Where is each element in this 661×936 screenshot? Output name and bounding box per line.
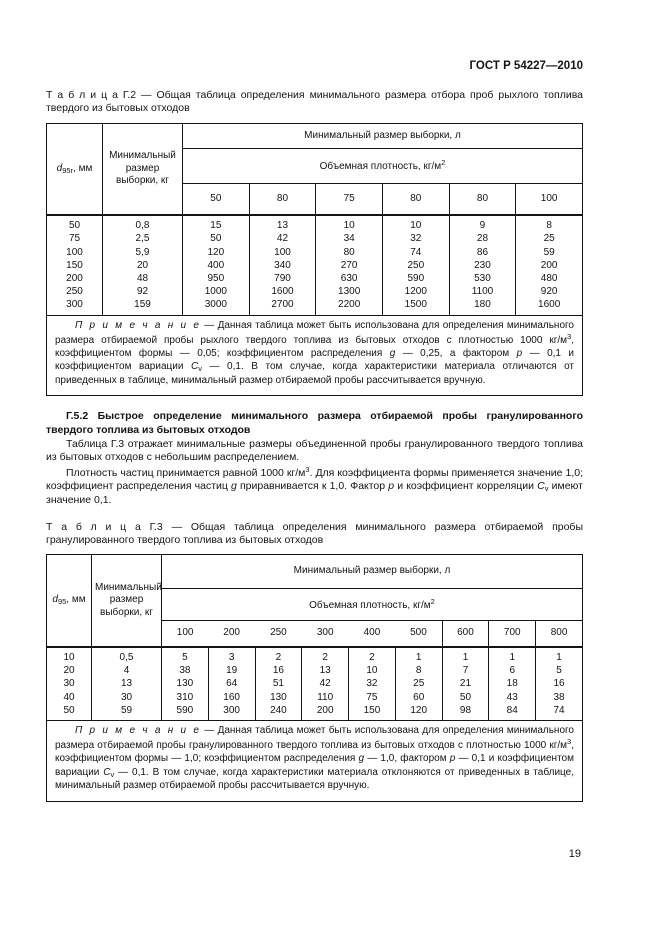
table-cell: 42 xyxy=(249,232,316,245)
table-cell: 10 xyxy=(47,647,92,664)
table-cell: 120 xyxy=(183,246,250,259)
density-value: 80 xyxy=(382,183,449,215)
table-cell: 8 xyxy=(395,664,442,677)
table-cell: 1100 xyxy=(449,285,516,298)
table-cell: 64 xyxy=(208,677,255,690)
table-cell: 3 xyxy=(208,647,255,664)
table-row xyxy=(47,259,583,272)
table-g2 xyxy=(46,123,583,397)
table-cell: 74 xyxy=(536,704,583,721)
table-cell: 92 xyxy=(103,285,183,298)
table-cell: 7 xyxy=(442,664,489,677)
density-value: 50 xyxy=(183,183,250,215)
table-row xyxy=(47,664,583,677)
table-cell: 150 xyxy=(47,259,103,272)
table-row xyxy=(47,677,583,690)
density-value: 700 xyxy=(489,621,536,647)
table-cell: 200 xyxy=(516,259,583,272)
header-bulk-density: Объемная плотность, $кг/м^2$ xyxy=(183,149,583,184)
table-g3-caption-text: — Общая таблица определения минимального размера отбираемой пробы гранулированного твердого топлива из бытовых отходов xyxy=(46,520,583,547)
col-header-d95: $d_{95}$, мм xyxy=(47,555,92,647)
note-label: П р и м е ч а н и е xyxy=(75,319,201,331)
table-cell: 43 xyxy=(489,691,536,704)
table-cell: 150 xyxy=(349,704,396,721)
table-cell: 19 xyxy=(208,664,255,677)
table-cell: 25 xyxy=(516,232,583,245)
table-cell: 2 xyxy=(349,647,396,664)
table-row xyxy=(47,232,583,245)
table-cell: 480 xyxy=(516,272,583,285)
table-cell: 16 xyxy=(536,677,583,690)
table-row xyxy=(47,298,583,315)
col-header-d95r: $d_{95r}$, мм xyxy=(47,123,103,215)
table-cell: 920 xyxy=(516,285,583,298)
table-cell: 1200 xyxy=(382,285,449,298)
page-number: 19 xyxy=(568,848,581,860)
table-cell: 50 xyxy=(47,215,103,232)
table-cell: 160 xyxy=(208,691,255,704)
table-cell: 1600 xyxy=(516,298,583,315)
table-cell: 30 xyxy=(47,677,92,690)
table-cell: 21 xyxy=(442,677,489,690)
density-value: 400 xyxy=(349,621,396,647)
col-header-min-sample-kg: Минимальный размер выборки, кг xyxy=(92,555,162,647)
table-row xyxy=(47,691,583,704)
table-cell: 98 xyxy=(442,704,489,721)
note-label: П р и м е ч а н и е xyxy=(75,724,201,736)
table-cell: 42 xyxy=(302,677,349,690)
density-value: 80 xyxy=(249,183,316,215)
density-value: 800 xyxy=(536,621,583,647)
table-row xyxy=(47,246,583,259)
table-cell: 1600 xyxy=(249,285,316,298)
table-cell: 1 xyxy=(395,647,442,664)
table-cell: 0,5 xyxy=(92,647,162,664)
table-cell: 230 xyxy=(449,259,516,272)
table-cell: 300 xyxy=(208,704,255,721)
table-cell: 120 xyxy=(395,704,442,721)
table-cell: 790 xyxy=(249,272,316,285)
table-cell: 13 xyxy=(249,215,316,232)
table-cell: 34 xyxy=(316,232,383,245)
table-cell: 3000 xyxy=(183,298,250,315)
table-cell: 1300 xyxy=(316,285,383,298)
table-cell: 950 xyxy=(183,272,250,285)
header-min-sample-l: Минимальный размер выборки, л xyxy=(183,123,583,149)
table-cell: 270 xyxy=(316,259,383,272)
table-cell: 20 xyxy=(103,259,183,272)
table-cell: 1 xyxy=(489,647,536,664)
table-cell: 25 xyxy=(395,677,442,690)
table-cell: 5 xyxy=(536,664,583,677)
table-cell: 130 xyxy=(255,691,302,704)
table-cell: 630 xyxy=(316,272,383,285)
table-cell: 2,5 xyxy=(103,232,183,245)
table-cell: 5 xyxy=(162,647,209,664)
standard-number-header: ГОСТ Р 54227—2010 xyxy=(469,60,583,72)
table-cell: 51 xyxy=(255,677,302,690)
table-cell: 590 xyxy=(162,704,209,721)
table-cell: 0,8 xyxy=(103,215,183,232)
col-header-min-sample-kg: Минимальный размер выборки, кг xyxy=(103,123,183,215)
table-cell: 2 xyxy=(302,647,349,664)
table-cell: 20 xyxy=(47,664,92,677)
table-row xyxy=(47,215,583,232)
table-cell: 10 xyxy=(316,215,383,232)
table-row xyxy=(47,704,583,721)
table-cell: 340 xyxy=(249,259,316,272)
table-cell: 250 xyxy=(47,285,103,298)
table-g2-caption-text: — Общая таблица определения минимального размера отбора проб рыхлого топлива твердого из бытовых отходов xyxy=(46,89,584,115)
table-cell: 5,9 xyxy=(103,246,183,259)
table-cell: 74 xyxy=(382,246,449,259)
table-g2-note: П р и м е ч а н и е — Данная таблица может быть использована для определения минимального размера отбираемой пробы рыхлого твердого топлива из бытовых отходов с плотностью 1000 $кг/м^3$, коэффициентом формы — 0,05; коэффициентом распределения g — 0,25, а фактором p — 0,1 и коэффициентом вариации $C_v$ — 0,1. В том случае, когда характеристики материала отличаются от приведенных в таблице, минимальный размер отбираемой пробы рассчитывается вручную. xyxy=(47,315,583,396)
table-cell: 10 xyxy=(349,664,396,677)
table-cell: 50 xyxy=(47,704,92,721)
table-cell: 38 xyxy=(162,664,209,677)
table-cell: 13 xyxy=(92,677,162,690)
table-cell: 400 xyxy=(183,259,250,272)
paragraph-2: Плотность частиц принимается равной 1000 $кг/м^3$. Для коэффициента формы применяется значение 1,0; коэффициент распределения частиц g приравнивается к 1,0. Фактор p и коэффициент корреляции $C_v$ имеют значение 0,1. xyxy=(46,464,583,507)
density-value: 500 xyxy=(395,621,442,647)
table-cell: 310 xyxy=(162,691,209,704)
density-value: 100 xyxy=(516,183,583,215)
table-g3-caption-label: Т а б л и ц а Г.3 xyxy=(46,520,163,533)
table-row xyxy=(47,647,583,664)
table-g2-caption-label: Т а б л и ц а Г.2 xyxy=(46,89,137,101)
table-cell: 80 xyxy=(316,246,383,259)
density-value: 300 xyxy=(302,621,349,647)
table-cell: 300 xyxy=(47,298,103,315)
table-cell: 50 xyxy=(183,232,250,245)
header-bulk-density: Объемная плотность, $кг/м^2$ xyxy=(162,588,583,621)
table-cell: 2700 xyxy=(249,298,316,315)
table-cell: 530 xyxy=(449,272,516,285)
section-heading-g52: Г.5.2 Быстрое определение минимального размера отбираемой пробы гранулированного твердого топлива из бытовых отходов xyxy=(46,410,583,436)
table-cell: 130 xyxy=(162,677,209,690)
table-g3-body xyxy=(47,647,583,721)
table-cell: 40 xyxy=(47,691,92,704)
table-cell: 200 xyxy=(302,704,349,721)
table-cell: 100 xyxy=(249,246,316,259)
table-cell: 32 xyxy=(382,232,449,245)
table-cell: 75 xyxy=(349,691,396,704)
table-cell: 100 xyxy=(47,246,103,259)
table-cell: 1 xyxy=(536,647,583,664)
table-cell: 38 xyxy=(536,691,583,704)
table-g2-body xyxy=(47,215,583,315)
table-cell: 60 xyxy=(395,691,442,704)
table-cell: 18 xyxy=(489,677,536,690)
table-cell: 16 xyxy=(255,664,302,677)
density-value: 200 xyxy=(208,621,255,647)
table-cell: 48 xyxy=(103,272,183,285)
table-cell: 2 xyxy=(255,647,302,664)
table-cell: 1 xyxy=(442,647,489,664)
table-cell: 1500 xyxy=(382,298,449,315)
table-cell: 32 xyxy=(349,677,396,690)
table-cell: 180 xyxy=(449,298,516,315)
density-value: 100 xyxy=(162,621,209,647)
table-row xyxy=(47,272,583,285)
table-cell: 590 xyxy=(382,272,449,285)
table-cell: 84 xyxy=(489,704,536,721)
density-value: 600 xyxy=(442,621,489,647)
table-g3 xyxy=(46,554,583,801)
table-cell: 30 xyxy=(92,691,162,704)
table-row xyxy=(47,285,583,298)
table-g3-caption xyxy=(46,521,583,548)
table-cell: 75 xyxy=(47,232,103,245)
table-cell: 15 xyxy=(183,215,250,232)
table-cell: 2200 xyxy=(316,298,383,315)
table-cell: 6 xyxy=(489,664,536,677)
density-value: 75 xyxy=(316,183,383,215)
table-cell: 28 xyxy=(449,232,516,245)
table-cell: 59 xyxy=(92,704,162,721)
table-cell: 250 xyxy=(382,259,449,272)
table-cell: 50 xyxy=(442,691,489,704)
table-cell: 110 xyxy=(302,691,349,704)
table-cell: 200 xyxy=(47,272,103,285)
table-cell: 8 xyxy=(516,215,583,232)
table-cell: 4 xyxy=(92,664,162,677)
table-cell: 13 xyxy=(302,664,349,677)
density-value: 80 xyxy=(449,183,516,215)
table-cell: 1000 xyxy=(183,285,250,298)
table-cell: 240 xyxy=(255,704,302,721)
table-cell: 86 xyxy=(449,246,516,259)
table-g3-note: П р и м е ч а н и е — Данная таблица может быть использована для определения минимального размера отбираемой пробы гранулированного твердого топлива из бытовых отходов с плотностью 1000 $кг/м^3$, коэффициентом формы — 1,0; коэффициентом распределения g — 1,0, фактором p — 0,1 и коэффициентом вариации $C_v$ — 0,1. В том случае, когда характеристики материала отклоняются от приведенных в таблице, минимальный размер отбираемой пробы рассчитывается вручную. xyxy=(47,720,583,801)
table-cell: 59 xyxy=(516,246,583,259)
header-min-sample-l: Минимальный размер выборки, л xyxy=(162,555,583,589)
paragraph-1: Таблица Г.3 отражает минимальные размеры объединенной пробы гранулированного твердого топлива из бытовых отходов с небольшим распределением. xyxy=(46,437,583,464)
table-cell: 10 xyxy=(382,215,449,232)
table-cell: 159 xyxy=(103,298,183,315)
table-g2-caption xyxy=(46,89,583,116)
density-value: 250 xyxy=(255,621,302,647)
table-cell: 9 xyxy=(449,215,516,232)
